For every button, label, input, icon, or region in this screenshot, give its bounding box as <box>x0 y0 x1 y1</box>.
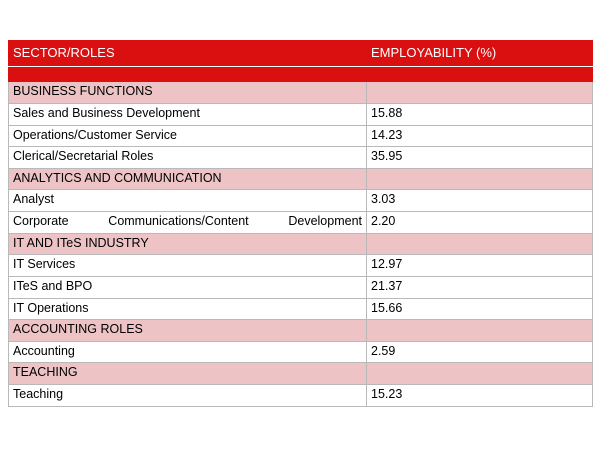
table-header-row <box>9 41 593 67</box>
role-label: ITeS and BPO <box>9 276 367 298</box>
employability-value: 2.59 <box>367 341 593 363</box>
section-label: ACCOUNTING ROLES <box>9 320 367 342</box>
column-header-sector-roles: SECTOR/ROLES <box>9 41 367 67</box>
role-label: Sales and Business Development <box>9 103 367 125</box>
table-row <box>9 341 593 363</box>
table-header-spacer-row <box>9 67 593 82</box>
table-row <box>9 147 593 169</box>
table-body <box>9 82 593 406</box>
table-row <box>9 255 593 277</box>
employability-value: 35.95 <box>367 147 593 169</box>
role-label: Accounting <box>9 341 367 363</box>
role-label: Corporate Communications/Content Development <box>9 212 367 234</box>
table-row <box>9 125 593 147</box>
section-row <box>9 363 593 385</box>
employability-value: 12.97 <box>367 255 593 277</box>
role-label: IT Operations <box>9 298 367 320</box>
table-row <box>9 298 593 320</box>
section-row <box>9 233 593 255</box>
section-value <box>367 82 593 104</box>
header-spacer-left <box>9 67 367 82</box>
employability-value: 2.20 <box>367 212 593 234</box>
section-row <box>9 320 593 342</box>
section-row <box>9 168 593 190</box>
role-label: Analyst <box>9 190 367 212</box>
table-row <box>9 385 593 407</box>
employability-table <box>8 40 593 407</box>
employability-value: 14.23 <box>367 125 593 147</box>
employability-value: 3.03 <box>367 190 593 212</box>
employability-value: 21.37 <box>367 276 593 298</box>
role-label: Clerical/Secretarial Roles <box>9 147 367 169</box>
section-value <box>367 233 593 255</box>
role-label: Operations/Customer Service <box>9 125 367 147</box>
table-row <box>9 276 593 298</box>
role-label: Teaching <box>9 385 367 407</box>
section-value <box>367 168 593 190</box>
employability-value: 15.66 <box>367 298 593 320</box>
table-row <box>9 212 593 234</box>
section-label: BUSINESS FUNCTIONS <box>9 82 367 104</box>
column-header-employability: EMPLOYABILITY (%) <box>367 41 593 67</box>
section-value <box>367 363 593 385</box>
table-row <box>9 103 593 125</box>
employability-value: 15.23 <box>367 385 593 407</box>
table-head <box>9 41 593 82</box>
employability-value: 15.88 <box>367 103 593 125</box>
section-label: ANALYTICS AND COMMUNICATION <box>9 168 367 190</box>
table-row <box>9 190 593 212</box>
section-row <box>9 82 593 104</box>
header-spacer-right <box>367 67 593 82</box>
role-label: IT Services <box>9 255 367 277</box>
employability-table-container <box>8 40 592 407</box>
section-value <box>367 320 593 342</box>
section-label: IT AND ITeS INDUSTRY <box>9 233 367 255</box>
section-label: TEACHING <box>9 363 367 385</box>
